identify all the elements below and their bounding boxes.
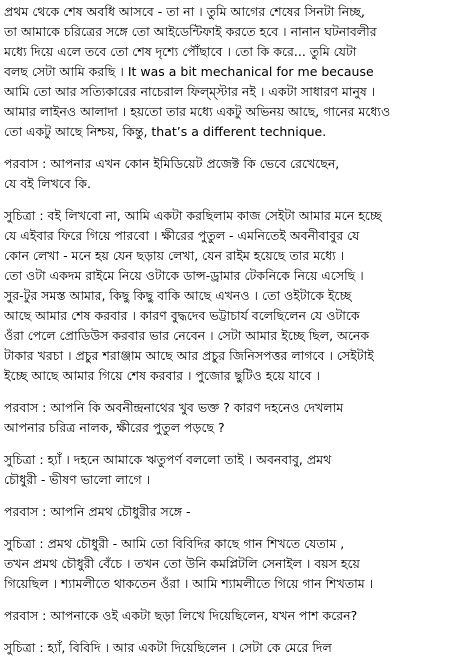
paragraph-answer-project <box>4 206 452 386</box>
paragraph-gap <box>4 626 452 638</box>
text-line: বলছ সেটা আমি করছি । It was a bit mechanical for me because <box>4 64 374 79</box>
paragraph-gap <box>4 594 452 606</box>
paragraph-answer-rhyme <box>4 638 452 658</box>
paragraph-question-project <box>4 154 452 194</box>
paragraph-question-pramatha <box>4 502 452 522</box>
text-line: সুর-টুর সমস্ত আমার, কিছু কিছু বাকি আছে এখনও । তো ওইটাকে ইচ্ছে <box>4 288 352 303</box>
text-line: যে বই লিখবে কি. <box>4 176 92 191</box>
paragraph-gap <box>4 142 452 154</box>
text-line: ওঁরা পেলে প্রোডিউস করবার ভার নেবেন । সেটা আমার ইচ্ছে ছিল, অনেক <box>4 328 370 343</box>
text-line: পরবাস : আপনার এখন কোন ইমিডিয়েট প্রজেক্ট কি ভেবে রেখেছেন, <box>4 156 340 171</box>
text-line: গিয়েছিল । শ্যামলীতে থাকতেন ওঁরা । আমি শ্যামলীতে গিয়ে গান শিখতাম । <box>4 576 374 591</box>
text-line: চৌধুরী - ভীষণ ভালো লাগে । <box>4 472 151 487</box>
text-line: পরবাস : আপনি কি অবনীন্দ্রনাথের খুব ভক্ত ? কারণ দহনেও দেখলাম <box>4 400 344 415</box>
paragraph-answer-1 <box>4 2 452 142</box>
text-line: তখন প্রমথ চৌধুরী বেঁচে । তখন তো উনি কমপ্লিটলি সেনাইল । বয়স হয়ে <box>4 556 360 571</box>
text-line: পরবাস : আপনাকে ওই একটা ছড়া লিখে দিয়েছিলেন, যখন পাশ করেন? <box>4 608 358 623</box>
text-line: পরবাস : আপনি প্রমথ চৌধুরীর সঙ্গে - <box>4 504 191 519</box>
text-line: প্রথম থেকে শেষ অবধি আসবে - তা না । তুমি আগের শেষের সিনটা নিচ্ছ, <box>4 4 365 19</box>
paragraph-gap <box>4 490 452 502</box>
text-line: সুচিত্রা : প্রমথ চৌধুরী - আমি তো বিবিদির কাছে গান শিখতে যেতাম , <box>4 536 345 551</box>
text-line: কোন লেখা - মনে হয় যেন ছড়ায় লেখা, যেন রাইম হয়েছে তার মধ্যে । <box>4 248 345 263</box>
paragraph-gap <box>4 386 452 398</box>
paragraph-question-abanindranath <box>4 398 452 438</box>
text-line: টাকার খরচা । প্রচুর শরাঞ্জাম আছে আর প্রচুর জিনিসপত্তর লাগবে । সেইটাই <box>4 348 374 363</box>
paragraph-gap <box>4 194 452 206</box>
paragraph-question-rhyme <box>4 606 452 626</box>
text-line: আমার লাইনও আলাদা । হয়তো তার মধ্যে একটু অভিনয় আছে, গানের মধ্যেও <box>4 104 391 119</box>
text-line: সুচিত্রা : হ্যাঁ, বিবিদি । আর একটা দিয়েছিলেন । সেটা কে মেরে দিল <box>4 640 332 655</box>
text-line: তা আমাকে চরিত্রের সঙ্গে তো আইডেন্টিফাই করতে হবে । নানান ঘটনাবলীর <box>4 24 377 39</box>
text-line: আমি তো আর সত্যিকারের নাচেরাল ফিল্ম্স্টার নই । একটা সাধারণ মানুষ । <box>4 84 376 99</box>
paragraph-answer-abanindranath <box>4 450 452 490</box>
text-line: যে এইবার ফিরে গিয়ে পারবো । ক্ষীরের পুতুল - এমনিতেই অবনীবাবুর যে <box>4 228 360 243</box>
paragraph-answer-pramatha <box>4 534 452 594</box>
paragraph-gap <box>4 522 452 534</box>
text-line: আছে আমার শেষ করবার । কারণ বুদ্ধদেব ভট্টাচার্য বলেছিলেন যে ওটাকে <box>4 308 360 323</box>
text-line: তো ওটা একদম রাইমে নিয়ে ওটাকে ডান্স-ড্রামার টেকনিকে নিয়ে এসেছি । <box>4 268 364 283</box>
text-line: ইচ্ছে আছে আমার গিয়ে শেষ করবার । পুজোর ছুটিও হয়ে যাবে । <box>4 368 320 383</box>
paragraph-gap <box>4 438 452 450</box>
text-line: সুচিত্রা : হ্যাঁ । দহনে আমাকে ঋতুপর্ণ বললো তাই । অবনবাবু, প্রমথ <box>4 452 332 467</box>
text-line: মধ্যে দিয়ে এলে তবে তো শেষ দৃশ্যে পৌঁছাবে । তো কি করে... তুমি যেটা <box>4 44 357 59</box>
text-line: আপনার চরিত্র নালক, ক্ষীরের পুতুল পড়ছে ? <box>4 420 225 435</box>
text-line: সুচিত্রা : বই লিখবো না, আমি একটা করছিলাম কাজ সেইটা আমার মনে হচ্ছে <box>4 208 382 223</box>
text-line: তো একটু আছে নিশ্চয়, কিন্তু, that’s a different technique. <box>4 124 327 139</box>
